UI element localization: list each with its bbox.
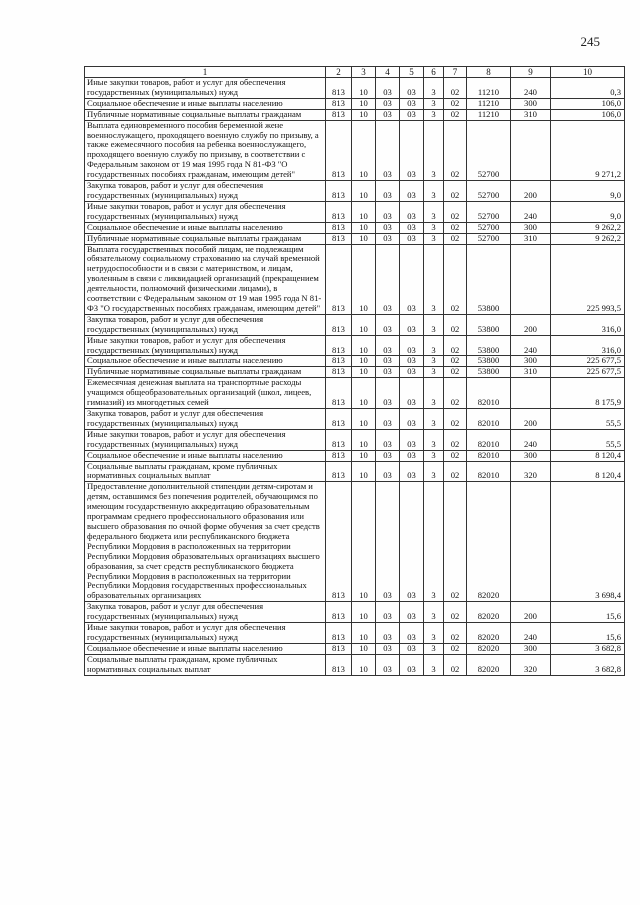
main-activity-code-cell: 02 (444, 244, 467, 314)
subprogram-code-cell: 3 (424, 429, 444, 450)
table-row (85, 602, 625, 623)
expense-type-code-cell (511, 482, 551, 602)
subprogram-code-cell: 3 (424, 109, 444, 120)
subprogram-code-cell: 3 (424, 367, 444, 378)
header-cell: 2 (326, 67, 352, 78)
table-row (85, 378, 625, 409)
direction-code-cell: 53800 (467, 356, 511, 367)
expense-type-code-cell: 320 (511, 461, 551, 482)
admin-code-cell: 813 (326, 222, 352, 233)
amount-cell: 3 682,8 (551, 654, 625, 675)
expense-type-code-cell: 300 (511, 643, 551, 654)
item-name-cell: Социальное обеспечение и иные выплаты населению (85, 450, 326, 461)
main-activity-code-cell: 02 (444, 602, 467, 623)
subsection-code-cell: 03 (376, 98, 400, 109)
table-row (85, 120, 625, 180)
expense-type-code-cell: 240 (511, 623, 551, 644)
admin-code-cell: 813 (326, 378, 352, 409)
admin-code-cell: 813 (326, 181, 352, 202)
subprogram-code-cell: 3 (424, 78, 444, 99)
subsection-code-cell: 03 (376, 602, 400, 623)
subprogram-code-cell: 3 (424, 314, 444, 335)
admin-code-cell: 813 (326, 643, 352, 654)
item-name-cell: Социальное обеспечение и иные выплаты населению (85, 98, 326, 109)
direction-code-cell: 53800 (467, 244, 511, 314)
direction-code-cell: 82020 (467, 623, 511, 644)
table-row (85, 623, 625, 644)
main-activity-code-cell: 02 (444, 643, 467, 654)
program-code-cell: 03 (400, 602, 424, 623)
table-row (85, 335, 625, 356)
expense-type-code-cell: 240 (511, 335, 551, 356)
section-code-cell: 10 (352, 98, 376, 109)
admin-code-cell: 813 (326, 461, 352, 482)
admin-code-cell: 813 (326, 367, 352, 378)
item-name-cell: Публичные нормативные социальные выплаты гражданам (85, 367, 326, 378)
main-activity-code-cell: 02 (444, 314, 467, 335)
subsection-code-cell: 03 (376, 654, 400, 675)
section-code-cell: 10 (352, 409, 376, 430)
admin-code-cell: 813 (326, 654, 352, 675)
table-row (85, 429, 625, 450)
subsection-code-cell: 03 (376, 244, 400, 314)
program-code-cell: 03 (400, 461, 424, 482)
item-name-cell: Предоставление дополнительной стипендии детям-сиротам и детям, оставшимся без попечения родителей, обучающимся по имеющим государственную аккредитацию образовательным программам среднего профессионального образования или высшего образования по очной форме обучения за счет средств федерального бюджета или республиканского бюджета Республики Мордовия в расположенных на территории Республики Мордовия образовательных организациях высшего образования, за счет средств республиканского бюджета Республики Мордовия в расположенных на территории Республики Мордовия государственных профессиональных образовательных организациях (85, 482, 326, 602)
item-name-cell: Иные закупки товаров, работ и услуг для обеспечения государственных (муниципальных) нужд (85, 623, 326, 644)
program-code-cell: 03 (400, 244, 424, 314)
subprogram-code-cell: 3 (424, 461, 444, 482)
subsection-code-cell: 03 (376, 623, 400, 644)
subsection-code-cell: 03 (376, 314, 400, 335)
subsection-code-cell: 03 (376, 78, 400, 99)
expense-type-code-cell: 300 (511, 356, 551, 367)
subprogram-code-cell: 3 (424, 233, 444, 244)
page-number: 245 (580, 34, 600, 49)
amount-cell: 9 262,2 (551, 222, 625, 233)
subprogram-code-cell: 3 (424, 654, 444, 675)
main-activity-code-cell: 02 (444, 378, 467, 409)
direction-code-cell: 82010 (467, 450, 511, 461)
item-name-cell: Выплата государственных пособий лицам, не подлежащим обязательному социальному страхованию на случай временной нетрудоспособности и в связи с материнством, и лицам, уволенным в связи с ликвидацией организаций (прекращением деятельности, полномочий физическими лицами), в соответствии с Федеральным законом от 19 мая 1995 года N 81-ФЗ "О государственных пособиях гражданам, имеющим детей" (85, 244, 326, 314)
table-row (85, 201, 625, 222)
section-code-cell: 10 (352, 314, 376, 335)
amount-cell: 9,0 (551, 181, 625, 202)
main-activity-code-cell: 02 (444, 429, 467, 450)
table-header-row (85, 67, 625, 78)
expense-type-code-cell: 320 (511, 654, 551, 675)
direction-code-cell: 82020 (467, 602, 511, 623)
table-body (85, 78, 625, 676)
header-cell: 10 (551, 67, 625, 78)
expense-type-code-cell (511, 378, 551, 409)
item-name-cell: Иные закупки товаров, работ и услуг для обеспечения государственных (муниципальных) нужд (85, 429, 326, 450)
direction-code-cell: 82020 (467, 643, 511, 654)
admin-code-cell: 813 (326, 78, 352, 99)
admin-code-cell: 813 (326, 409, 352, 430)
table-row (85, 98, 625, 109)
table-row (85, 222, 625, 233)
main-activity-code-cell: 02 (444, 356, 467, 367)
main-activity-code-cell: 02 (444, 201, 467, 222)
expense-type-code-cell: 200 (511, 181, 551, 202)
program-code-cell: 03 (400, 78, 424, 99)
amount-cell: 106,0 (551, 109, 625, 120)
header-cell: 7 (444, 67, 467, 78)
subprogram-code-cell: 3 (424, 623, 444, 644)
section-code-cell: 10 (352, 429, 376, 450)
header-cell: 1 (85, 67, 326, 78)
subprogram-code-cell: 3 (424, 181, 444, 202)
expense-type-code-cell: 300 (511, 450, 551, 461)
subprogram-code-cell: 3 (424, 643, 444, 654)
admin-code-cell: 813 (326, 335, 352, 356)
main-activity-code-cell: 02 (444, 98, 467, 109)
header-cell: 3 (352, 67, 376, 78)
main-activity-code-cell: 02 (444, 335, 467, 356)
expense-type-code-cell: 200 (511, 314, 551, 335)
program-code-cell: 03 (400, 314, 424, 335)
program-code-cell: 03 (400, 233, 424, 244)
subsection-code-cell: 03 (376, 109, 400, 120)
table-row (85, 109, 625, 120)
program-code-cell: 03 (400, 643, 424, 654)
item-name-cell: Выплата единовременного пособия беременной жене военнослужащего, проходящего военную службу по призыву, а также ежемесячного пособия на ребенка военнослужащего, проходящего военную службу по призыву, в соответствии с Федеральным законом от 19 мая 1995 года N 81-ФЗ "О государственных пособиях гражданам, имеющим детей" (85, 120, 326, 180)
header-cell: 5 (400, 67, 424, 78)
table-row (85, 643, 625, 654)
section-code-cell: 10 (352, 378, 376, 409)
section-code-cell: 10 (352, 450, 376, 461)
main-activity-code-cell: 02 (444, 461, 467, 482)
subprogram-code-cell: 3 (424, 244, 444, 314)
direction-code-cell: 53800 (467, 314, 511, 335)
amount-cell: 316,0 (551, 335, 625, 356)
admin-code-cell: 813 (326, 244, 352, 314)
subsection-code-cell: 03 (376, 378, 400, 409)
amount-cell: 316,0 (551, 314, 625, 335)
subprogram-code-cell: 3 (424, 482, 444, 602)
program-code-cell: 03 (400, 654, 424, 675)
subprogram-code-cell: 3 (424, 98, 444, 109)
section-code-cell: 10 (352, 623, 376, 644)
subsection-code-cell: 03 (376, 429, 400, 450)
main-activity-code-cell: 02 (444, 109, 467, 120)
item-name-cell: Социальные выплаты гражданам, кроме публичных нормативных социальных выплат (85, 461, 326, 482)
item-name-cell: Закупка товаров, работ и услуг для обеспечения государственных (муниципальных) нужд (85, 602, 326, 623)
admin-code-cell: 813 (326, 602, 352, 623)
table-row (85, 314, 625, 335)
subprogram-code-cell: 3 (424, 335, 444, 356)
direction-code-cell: 52700 (467, 201, 511, 222)
amount-cell: 8 175,9 (551, 378, 625, 409)
subsection-code-cell: 03 (376, 222, 400, 233)
amount-cell: 225 677,5 (551, 367, 625, 378)
amount-cell: 0,3 (551, 78, 625, 99)
amount-cell: 3 682,8 (551, 643, 625, 654)
main-activity-code-cell: 02 (444, 409, 467, 430)
item-name-cell: Публичные нормативные социальные выплаты гражданам (85, 233, 326, 244)
direction-code-cell: 11210 (467, 109, 511, 120)
section-code-cell: 10 (352, 356, 376, 367)
item-name-cell: Социальные выплаты гражданам, кроме публичных нормативных социальных выплат (85, 654, 326, 675)
direction-code-cell: 53800 (467, 335, 511, 356)
subsection-code-cell: 03 (376, 409, 400, 430)
table-row (85, 367, 625, 378)
subprogram-code-cell: 3 (424, 120, 444, 180)
section-code-cell: 10 (352, 78, 376, 99)
subprogram-code-cell: 3 (424, 356, 444, 367)
section-code-cell: 10 (352, 120, 376, 180)
amount-cell: 8 120,4 (551, 461, 625, 482)
table-row (85, 233, 625, 244)
amount-cell: 9 271,2 (551, 120, 625, 180)
header-cell: 8 (467, 67, 511, 78)
table-row (85, 181, 625, 202)
amount-cell: 9,0 (551, 201, 625, 222)
main-activity-code-cell: 02 (444, 181, 467, 202)
direction-code-cell: 82010 (467, 429, 511, 450)
item-name-cell: Социальное обеспечение и иные выплаты населению (85, 643, 326, 654)
subsection-code-cell: 03 (376, 120, 400, 180)
program-code-cell: 03 (400, 98, 424, 109)
direction-code-cell: 52700 (467, 222, 511, 233)
program-code-cell: 03 (400, 222, 424, 233)
expense-type-code-cell: 200 (511, 602, 551, 623)
amount-cell: 225 677,5 (551, 356, 625, 367)
amount-cell: 225 993,5 (551, 244, 625, 314)
main-activity-code-cell: 02 (444, 450, 467, 461)
main-activity-code-cell: 02 (444, 233, 467, 244)
table-row (85, 450, 625, 461)
subprogram-code-cell: 3 (424, 222, 444, 233)
admin-code-cell: 813 (326, 98, 352, 109)
program-code-cell: 03 (400, 378, 424, 409)
admin-code-cell: 813 (326, 450, 352, 461)
item-name-cell: Социальное обеспечение и иные выплаты населению (85, 356, 326, 367)
subprogram-code-cell: 3 (424, 201, 444, 222)
header-cell: 4 (376, 67, 400, 78)
section-code-cell: 10 (352, 222, 376, 233)
program-code-cell: 03 (400, 201, 424, 222)
section-code-cell: 10 (352, 181, 376, 202)
table-row (85, 654, 625, 675)
section-code-cell: 10 (352, 461, 376, 482)
direction-code-cell: 82020 (467, 482, 511, 602)
amount-cell: 15,6 (551, 602, 625, 623)
program-code-cell: 03 (400, 181, 424, 202)
direction-code-cell: 52700 (467, 233, 511, 244)
direction-code-cell: 11210 (467, 98, 511, 109)
amount-cell: 15,6 (551, 623, 625, 644)
program-code-cell: 03 (400, 109, 424, 120)
subsection-code-cell: 03 (376, 356, 400, 367)
table-row (85, 244, 625, 314)
item-name-cell: Иные закупки товаров, работ и услуг для обеспечения государственных (муниципальных) нужд (85, 201, 326, 222)
section-code-cell: 10 (352, 233, 376, 244)
subsection-code-cell: 03 (376, 643, 400, 654)
subsection-code-cell: 03 (376, 367, 400, 378)
section-code-cell: 10 (352, 643, 376, 654)
program-code-cell: 03 (400, 623, 424, 644)
item-name-cell: Закупка товаров, работ и услуг для обеспечения государственных (муниципальных) нужд (85, 409, 326, 430)
program-code-cell: 03 (400, 409, 424, 430)
table-row (85, 461, 625, 482)
program-code-cell: 03 (400, 335, 424, 356)
direction-code-cell: 82010 (467, 409, 511, 430)
subsection-code-cell: 03 (376, 233, 400, 244)
header-cell: 6 (424, 67, 444, 78)
section-code-cell: 10 (352, 109, 376, 120)
main-activity-code-cell: 02 (444, 78, 467, 99)
header-cell: 9 (511, 67, 551, 78)
table-row (85, 409, 625, 430)
direction-code-cell: 82010 (467, 378, 511, 409)
budget-table (84, 66, 625, 676)
direction-code-cell: 82020 (467, 654, 511, 675)
subsection-code-cell: 03 (376, 482, 400, 602)
item-name-cell: Публичные нормативные социальные выплаты гражданам (85, 109, 326, 120)
amount-cell: 9 262,2 (551, 233, 625, 244)
subprogram-code-cell: 3 (424, 602, 444, 623)
subsection-code-cell: 03 (376, 181, 400, 202)
main-activity-code-cell: 02 (444, 222, 467, 233)
main-activity-code-cell: 02 (444, 623, 467, 644)
table-row (85, 78, 625, 99)
item-name-cell: Социальное обеспечение и иные выплаты населению (85, 222, 326, 233)
amount-cell: 3 698,4 (551, 482, 625, 602)
expense-type-code-cell: 200 (511, 409, 551, 430)
subsection-code-cell: 03 (376, 201, 400, 222)
program-code-cell: 03 (400, 482, 424, 602)
admin-code-cell: 813 (326, 120, 352, 180)
direction-code-cell: 52700 (467, 181, 511, 202)
expense-type-code-cell: 310 (511, 367, 551, 378)
table-row (85, 356, 625, 367)
section-code-cell: 10 (352, 602, 376, 623)
admin-code-cell: 813 (326, 109, 352, 120)
program-code-cell: 03 (400, 120, 424, 180)
section-code-cell: 10 (352, 367, 376, 378)
subprogram-code-cell: 3 (424, 450, 444, 461)
subsection-code-cell: 03 (376, 335, 400, 356)
subprogram-code-cell: 3 (424, 378, 444, 409)
admin-code-cell: 813 (326, 201, 352, 222)
admin-code-cell: 813 (326, 314, 352, 335)
section-code-cell: 10 (352, 335, 376, 356)
expense-type-code-cell: 240 (511, 429, 551, 450)
item-name-cell: Закупка товаров, работ и услуг для обеспечения государственных (муниципальных) нужд (85, 314, 326, 335)
program-code-cell: 03 (400, 429, 424, 450)
admin-code-cell: 813 (326, 482, 352, 602)
expense-type-code-cell: 310 (511, 109, 551, 120)
admin-code-cell: 813 (326, 429, 352, 450)
amount-cell: 55,5 (551, 429, 625, 450)
section-code-cell: 10 (352, 482, 376, 602)
main-activity-code-cell: 02 (444, 367, 467, 378)
section-code-cell: 10 (352, 244, 376, 314)
expense-type-code-cell: 300 (511, 98, 551, 109)
expense-type-code-cell: 240 (511, 201, 551, 222)
subsection-code-cell: 03 (376, 450, 400, 461)
subprogram-code-cell: 3 (424, 409, 444, 430)
expense-type-code-cell (511, 120, 551, 180)
main-activity-code-cell: 02 (444, 654, 467, 675)
expense-type-code-cell: 310 (511, 233, 551, 244)
expense-type-code-cell: 240 (511, 78, 551, 99)
main-activity-code-cell: 02 (444, 482, 467, 602)
program-code-cell: 03 (400, 367, 424, 378)
item-name-cell: Закупка товаров, работ и услуг для обеспечения государственных (муниципальных) нужд (85, 181, 326, 202)
admin-code-cell: 813 (326, 356, 352, 367)
direction-code-cell: 52700 (467, 120, 511, 180)
item-name-cell: Иные закупки товаров, работ и услуг для обеспечения государственных (муниципальных) нужд (85, 78, 326, 99)
direction-code-cell: 82010 (467, 461, 511, 482)
amount-cell: 106,0 (551, 98, 625, 109)
section-code-cell: 10 (352, 201, 376, 222)
expense-type-code-cell: 300 (511, 222, 551, 233)
amount-cell: 55,5 (551, 409, 625, 430)
amount-cell: 8 120,4 (551, 450, 625, 461)
section-code-cell: 10 (352, 654, 376, 675)
main-activity-code-cell: 02 (444, 120, 467, 180)
direction-code-cell: 11210 (467, 78, 511, 99)
admin-code-cell: 813 (326, 623, 352, 644)
subsection-code-cell: 03 (376, 461, 400, 482)
table-row (85, 482, 625, 602)
item-name-cell: Иные закупки товаров, работ и услуг для обеспечения государственных (муниципальных) нужд (85, 335, 326, 356)
admin-code-cell: 813 (326, 233, 352, 244)
expense-type-code-cell (511, 244, 551, 314)
program-code-cell: 03 (400, 450, 424, 461)
item-name-cell: Ежемесячная денежная выплата на транспортные расходы учащимся общеобразовательных организаций (школ, лицеев, гимназий) из многодетных семей (85, 378, 326, 409)
direction-code-cell: 53800 (467, 367, 511, 378)
program-code-cell: 03 (400, 356, 424, 367)
